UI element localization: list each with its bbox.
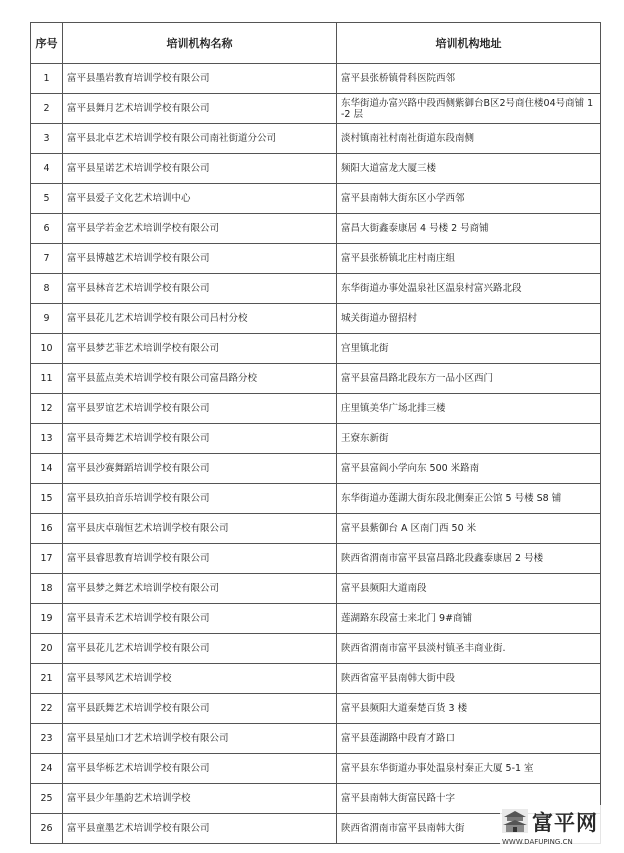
table-row bbox=[31, 664, 601, 694]
row-address: 富平县南韩大街富民路十字 bbox=[337, 784, 601, 814]
row-name: 富平县跃舞艺术培训学校有限公司 bbox=[63, 694, 337, 724]
row-name: 富平县玖拍音乐培训学校有限公司 bbox=[63, 484, 337, 514]
table-row bbox=[31, 214, 601, 244]
row-address: 富平县南韩大街东区小学西邻 bbox=[337, 184, 601, 214]
row-index: 1 bbox=[31, 64, 63, 94]
table-row bbox=[31, 244, 601, 274]
row-address: 陕西省渭南市富平县淡村镇圣丰商业街. bbox=[337, 634, 601, 664]
row-index: 18 bbox=[31, 574, 63, 604]
row-address: 富平县张桥镇北庄村南庄组 bbox=[337, 244, 601, 274]
row-name: 富平县青禾艺术培训学校有限公司 bbox=[63, 604, 337, 634]
row-address: 富平县紫御台 A 区南门西 50 米 bbox=[337, 514, 601, 544]
table-row bbox=[31, 334, 601, 364]
row-address: 宫里镇北街 bbox=[337, 334, 601, 364]
table-row bbox=[31, 484, 601, 514]
row-name: 富平县墨岩教育培训学校有限公司 bbox=[63, 64, 337, 94]
row-index: 5 bbox=[31, 184, 63, 214]
row-index: 15 bbox=[31, 484, 63, 514]
row-name: 富平县睿思教育培训学校有限公司 bbox=[63, 544, 337, 574]
row-index: 10 bbox=[31, 334, 63, 364]
row-address: 陕西省渭南市富平县南韩大街 bbox=[337, 814, 601, 844]
table-header-row bbox=[31, 23, 601, 64]
row-name: 富平县舞月艺术培训学校有限公司 bbox=[63, 94, 337, 124]
row-name: 富平县花儿艺术培训学校有限公司 bbox=[63, 634, 337, 664]
table-row bbox=[31, 94, 601, 124]
row-name: 富平县花儿艺术培训学校有限公司吕村分校 bbox=[63, 304, 337, 334]
row-index: 8 bbox=[31, 274, 63, 304]
row-index: 4 bbox=[31, 154, 63, 184]
table-row bbox=[31, 124, 601, 154]
table-row bbox=[31, 754, 601, 784]
row-address: 庄里镇美华广场北排三楼 bbox=[337, 394, 601, 424]
row-index: 20 bbox=[31, 634, 63, 664]
table-row bbox=[31, 304, 601, 334]
table-row bbox=[31, 184, 601, 214]
watermark-url: WWW.DAFUPING.CN bbox=[502, 838, 573, 846]
row-address: 莲湖路东段富士来北门 9#商铺 bbox=[337, 604, 601, 634]
watermark bbox=[500, 805, 612, 849]
row-address: 东华街道办富兴路中段西侧紫御台B区2号商住楼04号商铺 1-2 层 bbox=[337, 94, 601, 124]
row-index: 23 bbox=[31, 724, 63, 754]
table-row bbox=[31, 724, 601, 754]
table-row bbox=[31, 544, 601, 574]
row-address: 城关街道办留招村 bbox=[337, 304, 601, 334]
watermark-name: 富平网 bbox=[532, 810, 598, 835]
row-address: 王寮东新街 bbox=[337, 424, 601, 454]
row-name: 富平县爱子文化艺术培训中心 bbox=[63, 184, 337, 214]
row-index: 7 bbox=[31, 244, 63, 274]
header-address: 培训机构地址 bbox=[337, 23, 601, 64]
row-index: 14 bbox=[31, 454, 63, 484]
row-address: 陕西省富平县南韩大街中段 bbox=[337, 664, 601, 694]
table-row bbox=[31, 604, 601, 634]
table-row bbox=[31, 634, 601, 664]
row-name: 富平县星诺艺术培训学校有限公司 bbox=[63, 154, 337, 184]
row-name: 富平县蓝点美术培训学校有限公司富昌路分校 bbox=[63, 364, 337, 394]
row-index: 19 bbox=[31, 604, 63, 634]
row-index: 21 bbox=[31, 664, 63, 694]
row-name: 富平县少年墨韵艺术培训学校 bbox=[63, 784, 337, 814]
row-name: 富平县博越艺术培训学校有限公司 bbox=[63, 244, 337, 274]
row-name: 富平县琴风艺术培训学校 bbox=[63, 664, 337, 694]
row-name: 富平县星灿口才艺术培训学校有限公司 bbox=[63, 724, 337, 754]
row-name: 富平县林音艺术培训学校有限公司 bbox=[63, 274, 337, 304]
row-name: 富平县沙赛舞蹈培训学校有限公司 bbox=[63, 454, 337, 484]
table-row bbox=[31, 394, 601, 424]
table-row bbox=[31, 694, 601, 724]
row-address: 淡村镇南社村南社街道东段南侧 bbox=[337, 124, 601, 154]
row-address: 东华街道办事处温泉社区温泉村富兴路北段 bbox=[337, 274, 601, 304]
row-index: 24 bbox=[31, 754, 63, 784]
row-name: 富平县庆卓瑞恒艺术培训学校有限公司 bbox=[63, 514, 337, 544]
row-name: 富平县童墨艺术培训学校有限公司 bbox=[63, 814, 337, 844]
row-index: 6 bbox=[31, 214, 63, 244]
row-index: 16 bbox=[31, 514, 63, 544]
table-row bbox=[31, 574, 601, 604]
row-address: 富平县东华街道办事处温泉村秦正大厦 5-1 室 bbox=[337, 754, 601, 784]
row-address: 富平县富阎小学向东 500 米路南 bbox=[337, 454, 601, 484]
row-address: 富昌大街鑫泰康居 4 号楼 2 号商铺 bbox=[337, 214, 601, 244]
row-name: 富平县奇舞艺术培训学校有限公司 bbox=[63, 424, 337, 454]
row-index: 3 bbox=[31, 124, 63, 154]
row-address: 富平县富昌路北段东方一品小区西门 bbox=[337, 364, 601, 394]
row-index: 12 bbox=[31, 394, 63, 424]
table-row bbox=[31, 364, 601, 394]
row-address: 陕西省渭南市富平县富昌路北段鑫泰康居 2 号楼 bbox=[337, 544, 601, 574]
row-name: 富平县梦之舞艺术培训学校有限公司 bbox=[63, 574, 337, 604]
table-row bbox=[31, 514, 601, 544]
row-address: 富平县张桥镇骨科医院西邻 bbox=[337, 64, 601, 94]
row-name: 富平县华栎艺术培训学校有限公司 bbox=[63, 754, 337, 784]
table-row bbox=[31, 154, 601, 184]
row-index: 26 bbox=[31, 814, 63, 844]
row-name: 富平县罗谊艺术培训学校有限公司 bbox=[63, 394, 337, 424]
table-row bbox=[31, 274, 601, 304]
pagoda-logo-icon bbox=[502, 809, 528, 833]
row-address: 东华街道办莲湖大街东段北侧秦正公馆 5 号楼 S8 铺 bbox=[337, 484, 601, 514]
row-name: 富平县学若金艺术培训学校有限公司 bbox=[63, 214, 337, 244]
row-index: 2 bbox=[31, 94, 63, 124]
row-index: 17 bbox=[31, 544, 63, 574]
header-index: 序号 bbox=[31, 23, 63, 64]
header-name: 培训机构名称 bbox=[63, 23, 337, 64]
row-index: 13 bbox=[31, 424, 63, 454]
row-address: 富平县莲湖路中段育才路口 bbox=[337, 724, 601, 754]
row-index: 25 bbox=[31, 784, 63, 814]
row-name: 富平县北卓艺术培训学校有限公司南社街道分公司 bbox=[63, 124, 337, 154]
table-row bbox=[31, 424, 601, 454]
table-row bbox=[31, 64, 601, 94]
row-index: 11 bbox=[31, 364, 63, 394]
institution-table bbox=[30, 22, 601, 844]
row-index: 22 bbox=[31, 694, 63, 724]
table-row bbox=[31, 454, 601, 484]
row-address: 富平县频阳大道秦楚百货 3 楼 bbox=[337, 694, 601, 724]
row-address: 频阳大道富龙大厦三楼 bbox=[337, 154, 601, 184]
row-index: 9 bbox=[31, 304, 63, 334]
row-name: 富平县梦艺菲艺术培训学校有限公司 bbox=[63, 334, 337, 364]
row-address: 富平县频阳大道南段 bbox=[337, 574, 601, 604]
